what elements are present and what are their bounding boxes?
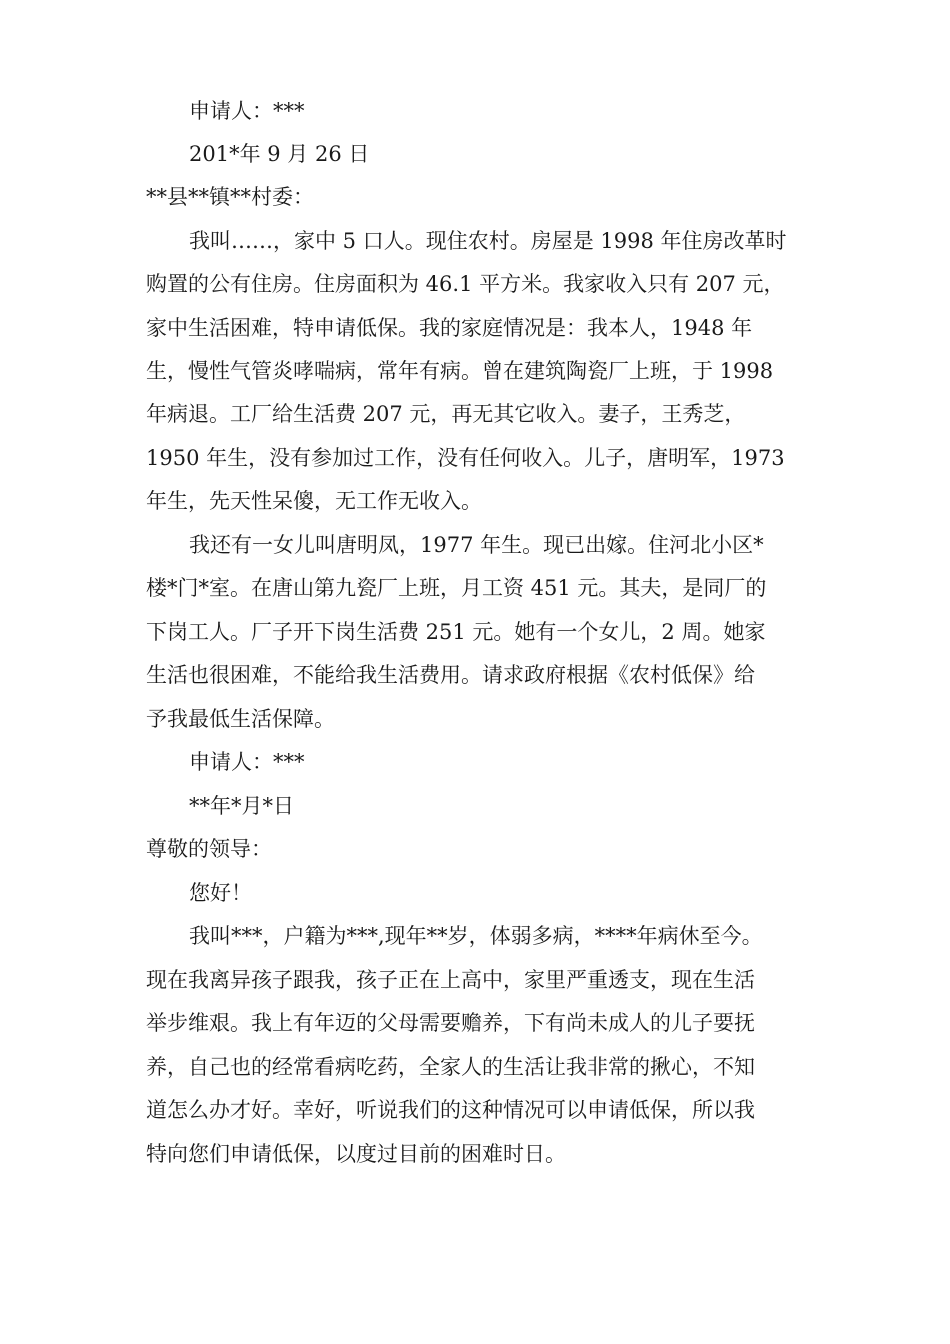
paragraph-line: 我叫***，户籍为***,现年**岁，体弱多病，****年病休至今。: [189, 924, 763, 948]
paragraph-line: 特向您们申请低保，以度过目前的困难时日。: [146, 1142, 566, 1166]
paragraph-line: 生活也很困难，不能给我生活费用。请求政府根据《农村低保》给: [146, 663, 755, 687]
date-2: **年*月*日: [189, 794, 294, 818]
applicant-signature-1: 申请人：***: [189, 99, 305, 123]
salutation-2: 尊敬的领导：: [146, 837, 272, 861]
paragraph-line: 购置的公有住房。住房面积为 46.1 平方米。我家收入只有 207 元，: [146, 272, 785, 296]
paragraph-line: 现在我离异孩子跟我，孩子正在上高中，家里严重透支，现在生活: [146, 968, 755, 992]
paragraph-line: 家中生活困难，特申请低保。我的家庭情况是：我本人，1948 年: [146, 316, 753, 340]
paragraph-line: 养，自己也的经常看病吃药，全家人的生活让我非常的揪心，不知: [146, 1055, 755, 1079]
paragraph-line: 下岗工人。厂子开下岗生活费 251 元。她有一个女儿，2 周。她家: [146, 620, 766, 644]
paragraph-line: 年生，先天性呆傻，无工作无收入。: [146, 489, 482, 513]
paragraph-line: 道怎么办才好。幸好，听说我们的这种情况可以申请低保，所以我: [146, 1098, 755, 1122]
paragraph-line: 年病退。工厂给生活费 207 元，再无其它收入。妻子，王秀芝，: [146, 402, 746, 426]
salutation-1: **县**镇**村委：: [146, 185, 314, 209]
paragraph-line: 1950 年生，没有参加过工作，没有任何收入。儿子，唐明军，1973: [146, 446, 785, 470]
date-1: 201*年 9 月 26 日: [189, 142, 370, 166]
paragraph-line: 举步维艰。我上有年迈的父母需要赡养，下有尚未成人的儿子要抚: [146, 1011, 755, 1035]
applicant-signature-2: 申请人：***: [189, 750, 305, 774]
paragraph-line: 楼*门*室。在唐山第九瓷厂上班，月工资 451 元。其夫，是同厂的: [146, 576, 767, 600]
paragraph-line: 予我最低生活保障。: [146, 707, 335, 731]
greeting: 您好！: [189, 881, 252, 905]
paragraph-line: 我叫……，家中 5 口人。现住农村。房屋是 1998 年住房改革时: [189, 229, 787, 253]
paragraph-line: 生，慢性气管炎哮喘病，常年有病。曾在建筑陶瓷厂上班，于 1998: [146, 359, 774, 383]
paragraph-line: 我还有一女儿叫唐明凤，1977 年生。现已出嫁。住河北小区*: [189, 533, 764, 557]
